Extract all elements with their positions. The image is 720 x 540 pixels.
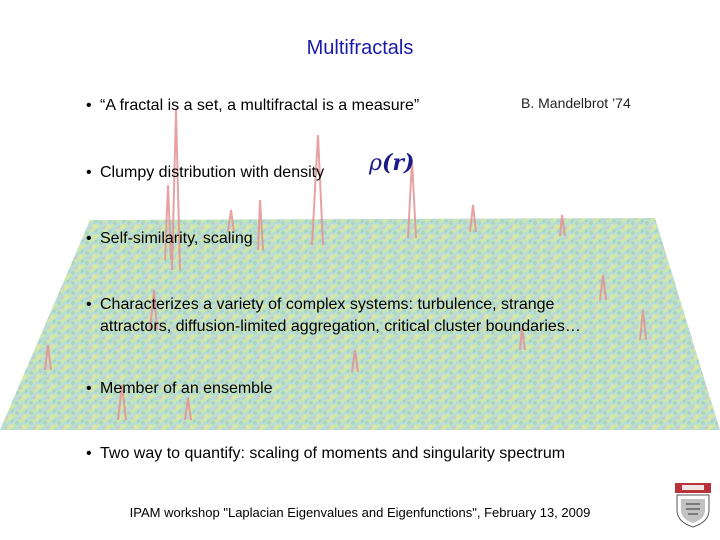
- slide-title: Multifractals: [306, 37, 414, 59]
- attribution-text: B. Mandelbrot ’74: [521, 95, 631, 111]
- bullet-text: Member of an ensemble: [100, 380, 273, 397]
- formula-rho: ρ: [369, 151, 382, 176]
- bullet-complex-systems-continued: [100, 316, 581, 337]
- bullet-text: attractors, diffusion-limited aggregation, critical cluster boundaries…: [100, 318, 581, 335]
- bullet-fractal-definition: [86, 95, 419, 116]
- bullet-text: Self-similarity, scaling: [100, 230, 253, 247]
- bullet-symbol: •: [86, 97, 92, 114]
- bullet-symbol: •: [86, 230, 92, 247]
- bullet-self-similarity: [86, 228, 253, 249]
- bullet-ensemble: [86, 378, 273, 399]
- bullet-symbol: •: [86, 445, 92, 462]
- density-formula: [369, 150, 414, 176]
- bullet-symbol: •: [86, 296, 92, 313]
- bullet-complex-systems: [86, 294, 554, 315]
- bullet-clumpy-distribution: [86, 162, 324, 183]
- bullet-text: Characterizes a variety of complex systems: turbulence, strange: [100, 296, 555, 313]
- bullet-quantify: [86, 443, 565, 464]
- formula-arg: (r): [381, 150, 415, 176]
- bullet-text: Two way to quantify: scaling of moments and singularity spectrum: [100, 445, 566, 462]
- bullet-text: “A fractal is a set, a multifractal is a measure”: [100, 97, 420, 114]
- bullet-text: Clumpy distribution with density: [100, 164, 325, 181]
- bullet-symbol: •: [86, 164, 92, 181]
- bullet-symbol: •: [86, 380, 92, 397]
- footer-text: IPAM workshop "Laplacian Eigenvalues and Eigenfunctions", February 13, 2009: [129, 505, 591, 520]
- crest-logo-icon: [674, 482, 712, 528]
